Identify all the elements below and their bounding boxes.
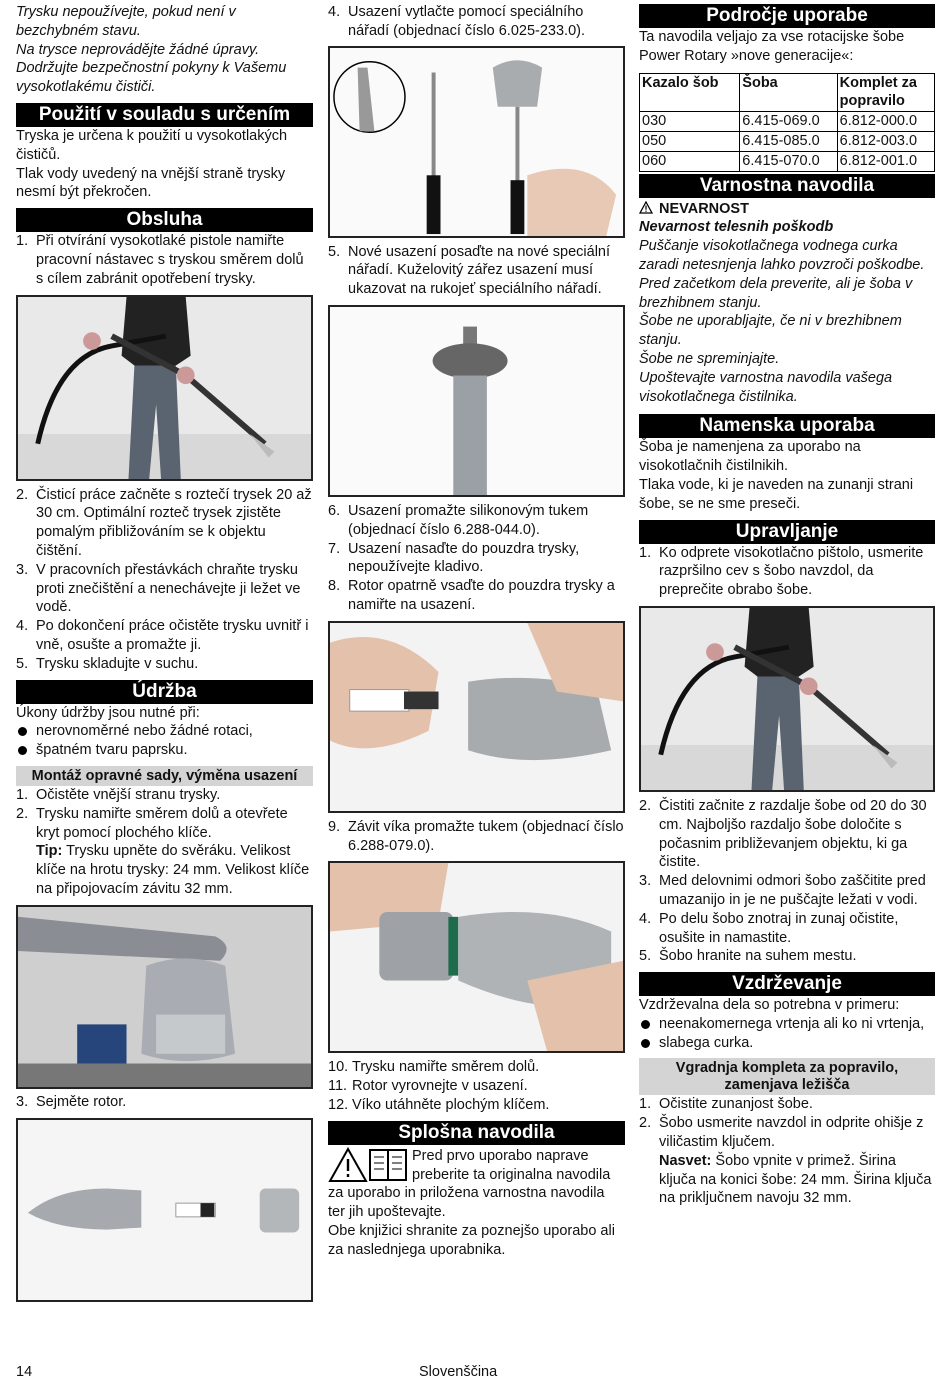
subsection-heading-repair-kit: Montáž opravné sady, výměna usazení: [16, 766, 313, 786]
bullet-item: slabega curka.: [639, 1034, 935, 1053]
list-item: 4. Po dokončení práce očistěte trysku uvnitř i vně, osušte a promažte ji.: [16, 618, 309, 653]
list-item: 10. Trysku namiřte směrem dolů.: [328, 1059, 540, 1076]
section-heading-scope: Področje uporabe: [639, 4, 935, 28]
intro-line: Dodržujte bezpečnostní pokyny k Vašemu vysokotlakému čističi.: [16, 60, 287, 96]
paragraph: Ta navodila veljajo za vse rotacijske šobe Power Rotary »nove generacije«:: [639, 29, 905, 64]
photo-special-tool: [328, 46, 625, 238]
paragraph: Šoba je namenjena za uporabo na visokotlačnih čistilnikih.: [639, 439, 861, 475]
danger-subtitle: Nevarnost telesnih poškodb: [639, 219, 834, 236]
photo-disassembled-nozzle: [16, 1118, 313, 1302]
table-header-row: [640, 73, 935, 112]
section-heading-maintenance: Údržba: [16, 680, 313, 704]
photo-person-with-spray-gun: [639, 606, 935, 792]
section-heading-operation: Obsluha: [16, 208, 313, 232]
list-item: 3. Med delovnimi odmori šobo zaščitite pred umazanijo in je ne puščajte ležati v vodi.: [639, 873, 926, 908]
bullet-item: neenakomernega vrtenja ali ko ni vrtenja,: [639, 1015, 935, 1034]
list-item: 6. Usazení promažte silikonovým tukem (objednací číslo 6.288-044.0).: [328, 502, 589, 538]
list-item: 3. V pracovních přestávkách chraňte trysku proti znečištění a nenechávejte ji ležet ve vodě.: [16, 561, 301, 616]
warning-icon: [639, 201, 653, 214]
list-item: 4. Po delu šobo znotraj in zunaj očistite, osušite in namastite.: [639, 910, 899, 946]
section-heading-intended-use: Použití v souladu s určením: [16, 103, 313, 127]
safety-line: Upoštevajte varnostna navodila vašega visokotlačnega čistilnika.: [639, 369, 893, 405]
section-heading-maintenance: Vzdrževanje: [639, 972, 935, 996]
photo-person-with-spray-gun: [16, 295, 313, 481]
list-item: 11. Rotor vyrovnejte v usazení.: [328, 1078, 528, 1095]
photo-inserting-rotor: [328, 621, 625, 813]
tip-label: Tip:: [36, 843, 63, 860]
column-slovenian: [639, 0, 935, 1208]
safety-line: Puščanje visokotlačnega vodnega curka zaradi netesnjenja lahko povzroči poškodbe.: [639, 238, 925, 273]
list-item: 8. Rotor opatrně vsaďte do pouzdra trysky a namiřte na usazení.: [328, 578, 615, 613]
list-item: 1. Ko odprete visokotlačno pištolo, usmerite razpršilno cev s šobo navzdol, da preprečite obrabo šobe.: [639, 544, 924, 599]
column-header: Kazalo šob: [640, 73, 740, 112]
general-notes: [328, 1147, 625, 1260]
list-item: 2. Čistiti začnite z razdalje šobe od 20 do 30 cm. Najboljšo razdaljo šobe določite s počasnim približevanjem objektu, ki ga čistite.: [639, 797, 927, 871]
list-item: 1. Při otvírání vysokotlaké pistole namiřte pracovní nástavec s tryskou směrem dolů s cílem zabránit opotřebení trysky.: [16, 233, 304, 287]
paragraph: Vzdrževalna dela so potrebna v primeru:: [639, 997, 900, 1014]
paragraph: Obe knjižici shranite za poznejšo uporabo ali za naslednjega uporabnika.: [328, 1222, 615, 1258]
safety-line: Šobe ne uporabljajte, če ni v brezhibnem stanju.: [639, 313, 902, 349]
list-item: 2. Trysku namiřte směrem dolů a otevřete kryt pomocí plochého klíče. Tip: Trysku upněte do svěráku. Velikost klíče na hrotu trysky: 24 mm. Velikost klíče na připojovacím závitu 32 mm.: [16, 805, 310, 897]
nozzle-table: [639, 73, 935, 172]
warning-and-manual-icon: [328, 1147, 408, 1183]
paragraph: Tryska je určena k použití u vysokotlakých čističů.: [16, 127, 288, 163]
danger-line: NEVARNOST: [639, 200, 935, 219]
list-item: 2. Čisticí práce začněte s roztečí trysek 20 až 30 cm. Optimální rozteč trysek zjistěte pomalým přibližováním se k objektu čištění.: [16, 486, 312, 559]
table-row: 060 6.415-070.0 6.812-001.0: [640, 151, 935, 171]
section-heading-general: Splošna navodila: [328, 1121, 625, 1145]
list-item: 1. Očistite zunanjost šobe.: [639, 1096, 813, 1113]
column-middle: [328, 0, 625, 1260]
column-header: Komplet za popravilo: [837, 73, 934, 112]
list-item: 12. Víko utáhněte plochým klíčem.: [328, 1096, 550, 1113]
column-header: Šoba: [740, 73, 837, 112]
paragraph: Tlaka vode, ki je naveden na zunanji strani šobe, se ne sme preseči.: [639, 476, 914, 512]
footer-language: Slovenščina: [419, 1364, 498, 1380]
page-number: 14: [16, 1364, 33, 1380]
list-item: 5. Nové usazení posaďte na nové speciální nářadí. Kuželovitý zářez usazení musí ukazovat na rukojeť speciálního nářadí.: [328, 243, 611, 298]
column-czech: [16, 0, 313, 1302]
intro-line: Trysku nepoužívejte, pokud není v bezchybném stavu.: [16, 4, 236, 39]
bullet-item: špatném tvaru paprsku.: [16, 741, 313, 760]
section-heading-purpose: Namenska uporaba: [639, 414, 935, 438]
paragraph: Tlak vody uvedený na vnější straně trysky nesmí být překročen.: [16, 165, 286, 201]
subsection-heading-repair-kit: Vgradnja kompleta za popravilo, zamenjava ležišča: [639, 1058, 935, 1095]
list-item: 9. Závit víka promažte tukem (objednací číslo 6.288-079.0).: [328, 818, 624, 854]
table-row: 050 6.415-085.0 6.812-003.0: [640, 131, 935, 151]
list-item: 2. Šobo usmerite navzdol in odprite ohišje z viličastim ključem. Nasvet: Šobo vpnite v primež. Širina ključa na konici šobe: 24 mm. Širina ključa na priključnem navoju 32 mm.: [639, 1115, 932, 1207]
photo-seat-on-tool: [328, 305, 625, 497]
intro-line: Na trysce neprovádějte žádné úpravy.: [16, 41, 260, 58]
photo-cap-thread: [328, 861, 625, 1053]
list-item: 5. Šobo hranite na suhem mestu.: [639, 948, 857, 965]
section-heading-safety: Varnostna navodila: [639, 174, 935, 198]
list-item: 4. Usazení vytlačte pomocí speciálního nářadí (objednací číslo 6.025-233.0).: [328, 4, 585, 39]
list-item: 3. Sejměte rotor.: [16, 1093, 127, 1110]
paragraph: Pred prvo uporabo naprave preberite ta originalna navodila za uporabo in priložena varnostna navodila ter jih upoštevajte.: [328, 1147, 611, 1221]
list-item: 5. Trysku skladujte v suchu.: [16, 655, 199, 672]
list-item: 7. Usazení nasaďte do pouzdra trysky, nepoužívejte kladivo.: [328, 540, 580, 576]
safety-line: Pred začetkom dela preverite, ali je šoba v brezhibnem stanju.: [639, 275, 913, 311]
section-heading-handling: Upravljanje: [639, 520, 935, 544]
photo-wrench-on-nozzle: [16, 905, 313, 1089]
table-row: 030 6.415-069.0 6.812-000.0: [640, 112, 935, 132]
list-item: 1. Očistěte vnější stranu trysky.: [16, 786, 221, 803]
paragraph: Úkony údržby jsou nutné při:: [16, 704, 200, 721]
intro-block: [16, 3, 313, 97]
bullet-item: nerovnoměrné nebo žádné rotaci,: [16, 722, 313, 741]
tip-label: Nasvet:: [659, 1152, 712, 1169]
safety-line: Šobe ne spreminjajte.: [639, 350, 780, 367]
